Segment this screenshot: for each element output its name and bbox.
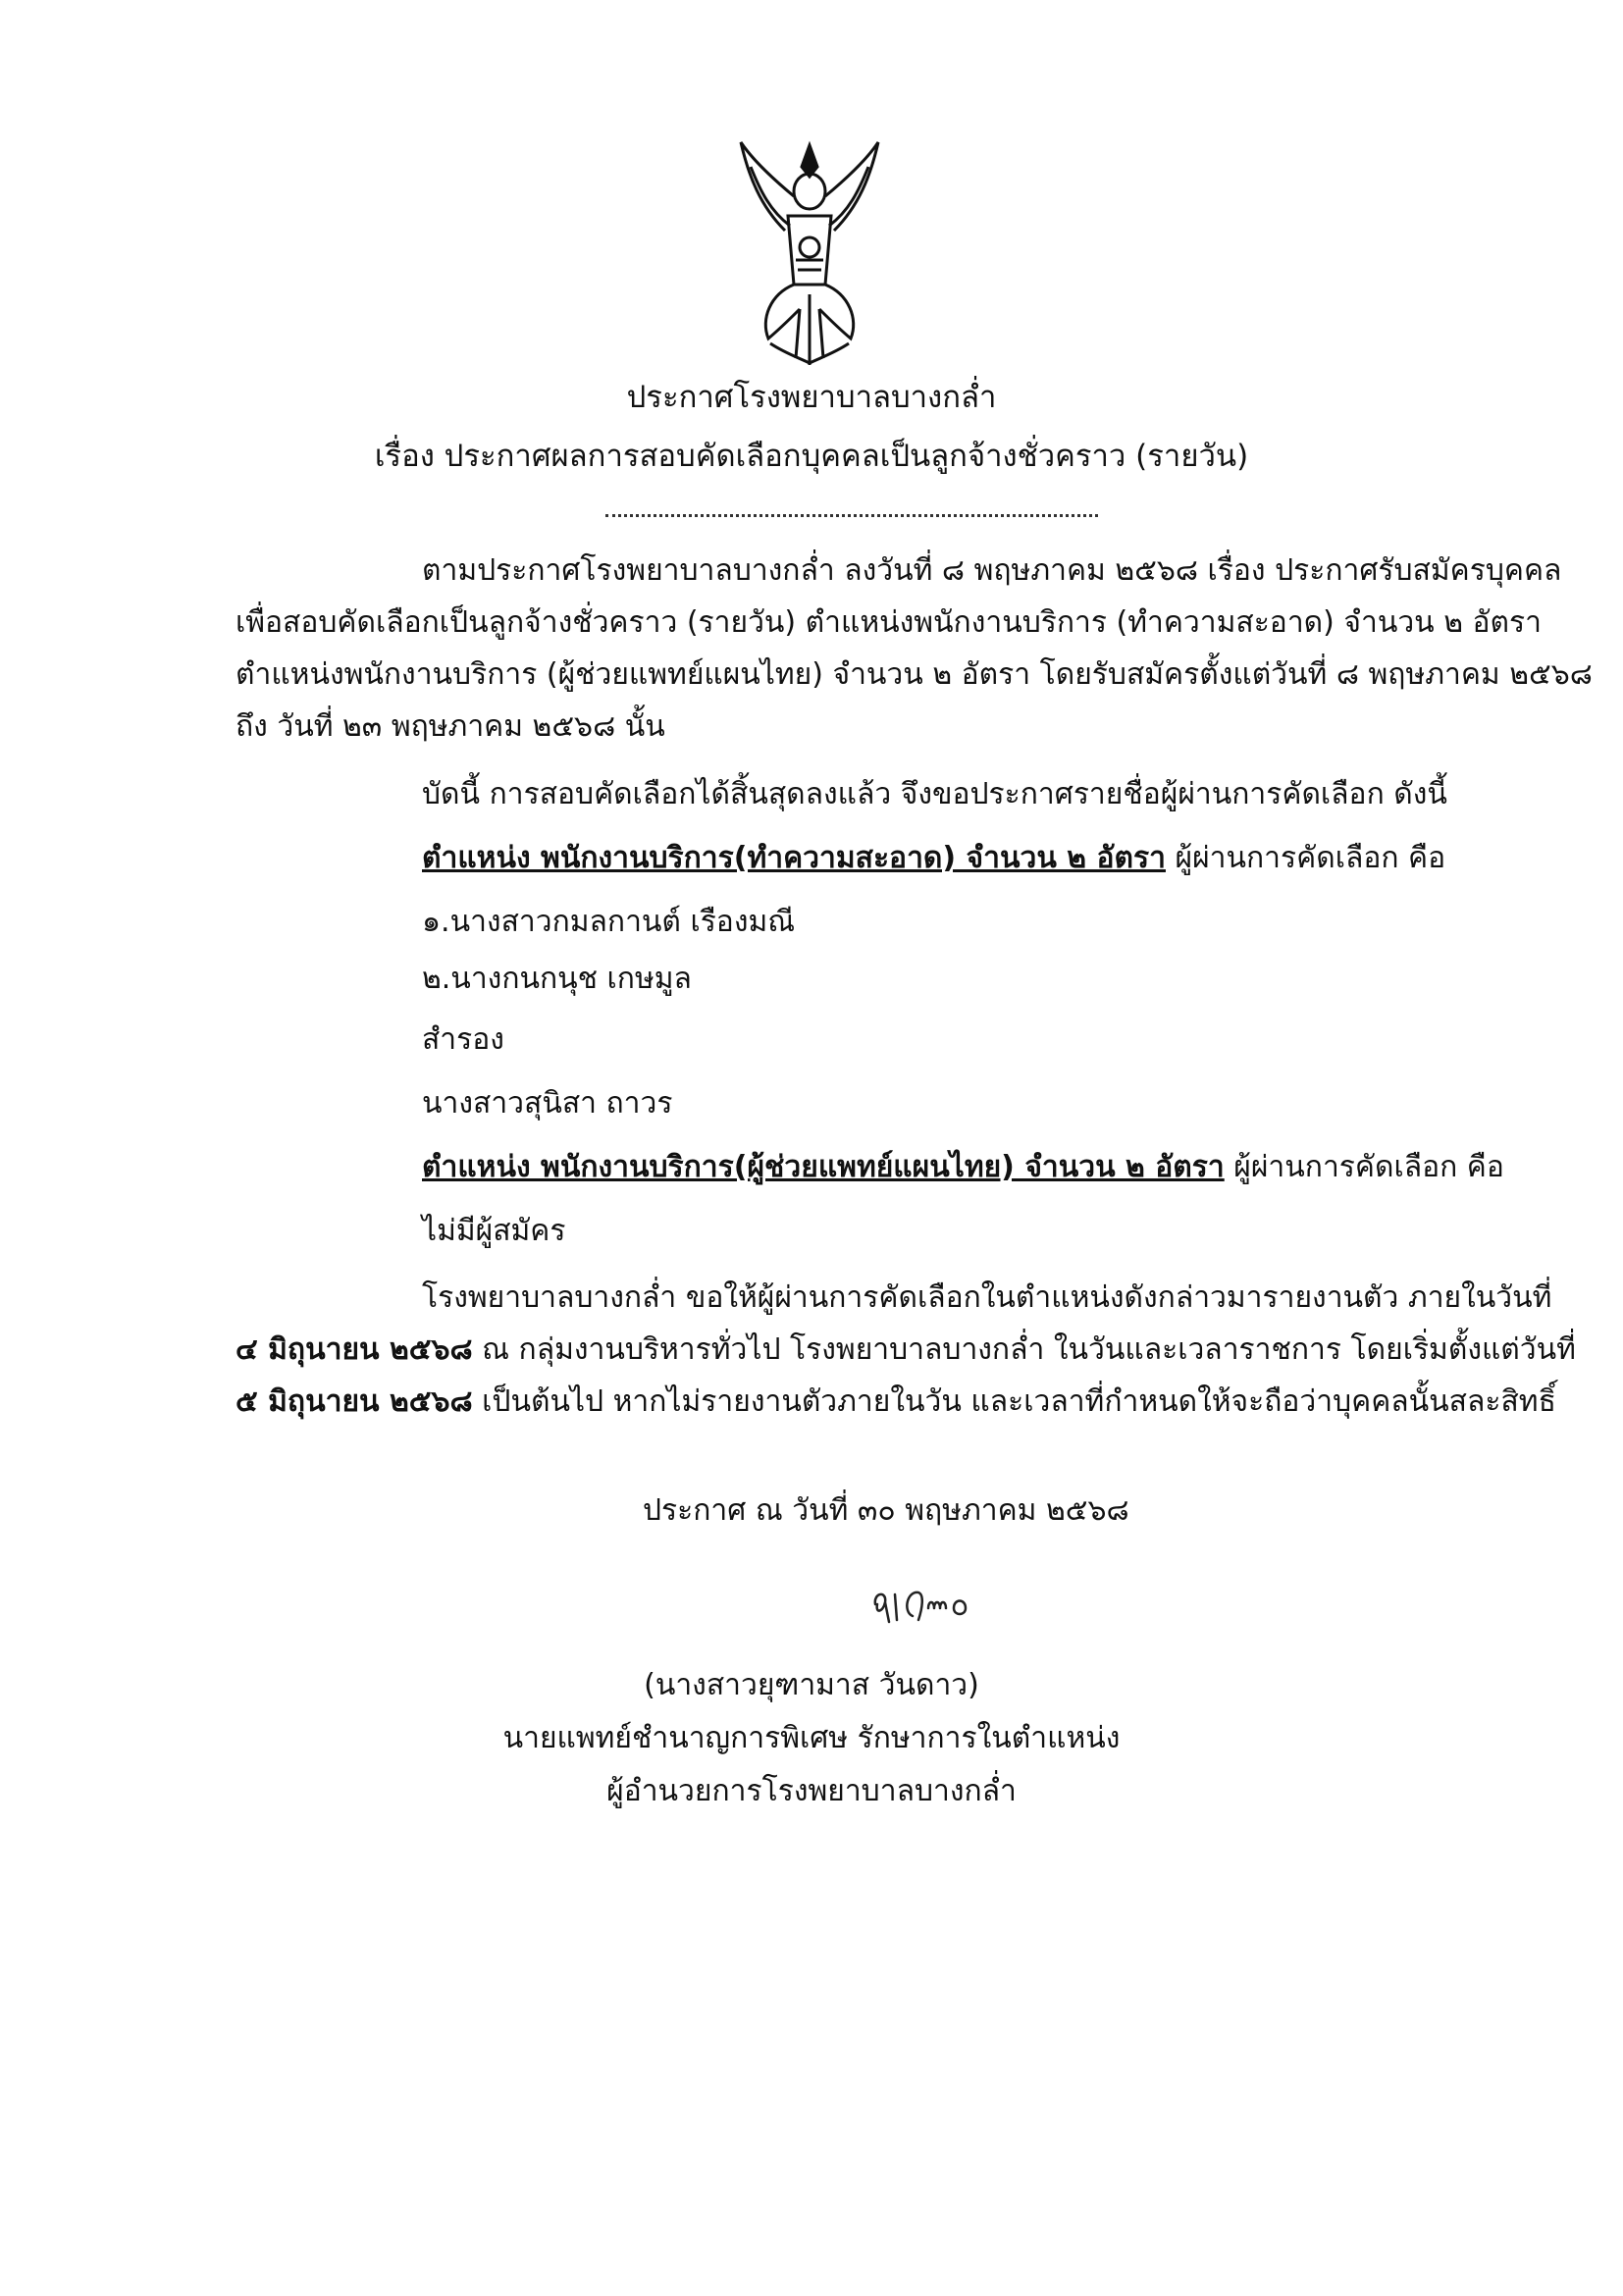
reserve-label: สำรอง (422, 1022, 504, 1057)
signer-title-1: นายแพทย์ชำนาญการพิเศษ รักษาการในตำแหน่ง (502, 1721, 1121, 1755)
selected-name-1: ๑.นางสาวกมลกานต์ เรืองมณี (422, 905, 796, 939)
signer-name: (นางสาวยุฑามาส วันดาว) (644, 1668, 979, 1702)
report-deadline-date: ๔ มิถุนายน ๒๕๖๘ (236, 1332, 473, 1367)
paragraph-1-line-3: ตำแหน่งพนักงานบริการ (ผู้ช่วยแพทย์แผนไทย) จำนวน ๒ อัตรา โดยรับสมัครตั้งแต่วันที่ ๘ พฤษภาคม ๒๕๖๘ (236, 657, 1593, 692)
position-1-passed-label: ผู้ผ่านการคัดเลือก คือ (1165, 841, 1446, 875)
paragraph-1-line-1: ตามประกาศโรงพยาบาลบางกล่ำ ลงวันที่ ๘ พฤษภาคม ๒๕๖๘ เรื่อง ประกาศรับสมัครบุคคล (422, 553, 1562, 588)
paragraph-1-line-4: ถึง วันที่ ๒๓ พฤษภาคม ๒๕๖๘ นั้น (236, 709, 665, 744)
reserve-name: นางสาวสุนิสา ถาวร (422, 1086, 673, 1121)
paragraph-1-line-2: เพื่อสอบคัดเลือกเป็นลูกจ้างชั่วคราว (รายวัน) ตำแหน่งพนักงานบริการ (ทำความสะอาด) จำนวน ๒ อัตรา (236, 605, 1542, 640)
announcement-date: ประกาศ ณ วันที่ ๓๐ พฤษภาคม ๒๕๖๘ (643, 1493, 1129, 1528)
paragraph-3-line-3 (236, 1383, 1556, 1422)
paragraph-3-line-2-text: ณ กลุ่มงานบริหารทั่วไป โรงพยาบาลบางกล่ำ ในวันและเวลาราชการ โดยเริ่มตั้งแต่วันที่ (472, 1332, 1576, 1367)
position-2-heading: ตำแหน่ง พนักงานบริการ(ผู้ช่วยแพทย์แผนไทย) จำนวน ๒ อัตรา (422, 1150, 1225, 1184)
signature (864, 1565, 1001, 1634)
position-1-line (422, 839, 1445, 878)
garuda-emblem (731, 137, 888, 368)
position-2-no-applicants: ไม่มีผู้สมัคร (422, 1214, 566, 1248)
signer-title-2: ผู้อำนวยการโรงพยาบาลบางกล่ำ (606, 1774, 1017, 1808)
paragraph-3-line-3-text: เป็นต้นไป หากไม่รายงานตัวภายในวัน และเวลาที่กำหนดให้จะถือว่าบุคคลนั้นสละสิทธิ์ (472, 1384, 1556, 1419)
paragraph-3-line-1: โรงพยาบาลบางกล่ำ ขอให้ผู้ผ่านการคัดเลือกในตำแหน่งดังกล่าวมารายงานตัว ภายในวันที่ (422, 1280, 1552, 1315)
dotted-divider (605, 510, 1098, 517)
paragraph-3-line-2 (236, 1331, 1576, 1370)
selected-name-2: ๒.นางกนกนุช เกษมูล (422, 962, 692, 996)
announcement-title: ประกาศโรงพยาบาลบางกล่ำ (626, 380, 997, 415)
paragraph-2: บัดนี้ การสอบคัดเลือกได้สิ้นสุดลงแล้ว จึงขอประกาศรายชื่อผู้ผ่านการคัดเลือก ดังนี้ (422, 777, 1447, 811)
position-2-line (422, 1148, 1504, 1187)
start-date: ๕ มิถุนายน ๒๕๖๘ (236, 1384, 473, 1419)
position-2-passed-label: ผู้ผ่านการคัดเลือก คือ (1224, 1150, 1504, 1184)
announcement-subject: เรื่อง ประกาศผลการสอบคัดเลือกบุคคลเป็นลูกจ้างชั่วคราว (รายวัน) (374, 439, 1249, 474)
position-1-heading: ตำแหน่ง พนักงานบริการ(ทำความสะอาด) จำนวน ๒ อัตรา (422, 841, 1166, 875)
